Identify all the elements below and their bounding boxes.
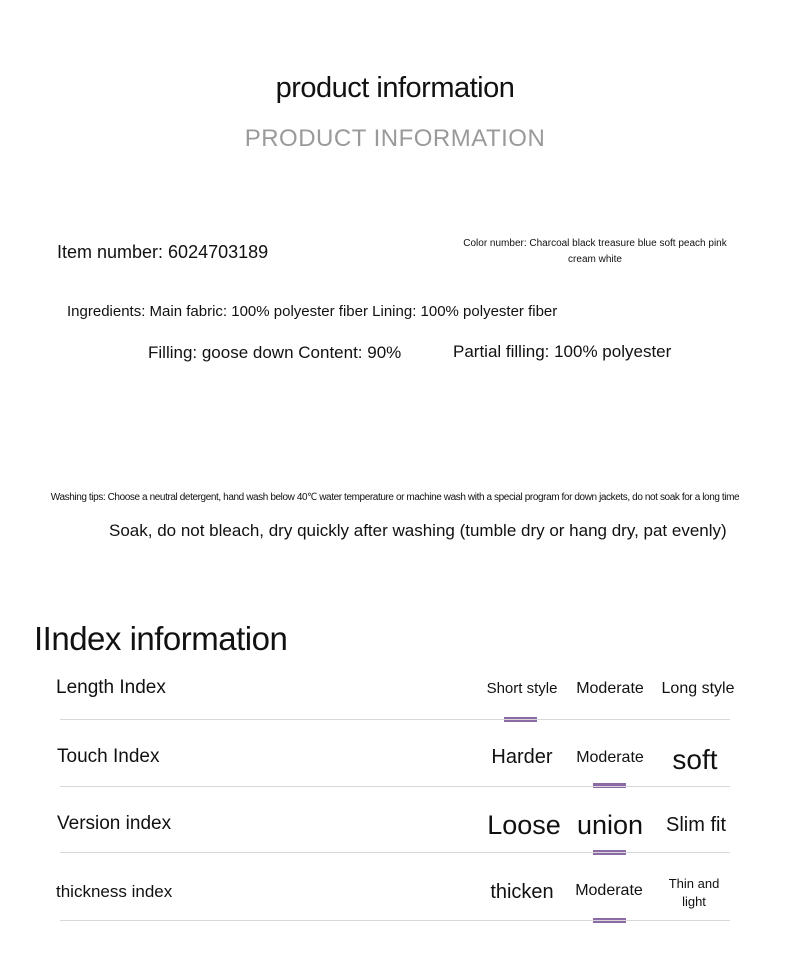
index-option: Harder — [491, 746, 553, 768]
index-option: Slim fit — [666, 814, 726, 836]
index-option: Loose — [487, 810, 561, 840]
index-option: Moderate — [575, 882, 643, 899]
index-option: union — [576, 810, 644, 840]
washing-tips: Washing tips: Choose a neutral detergent, hand wash below 40℃ water temperature or machine wash with a special program for down jackets, do not soak for a long time — [50, 492, 740, 503]
color-number: Color number: Charcoal black treasure blue soft peach pink cream white — [463, 238, 727, 265]
item-number: Item number: 6024703189 — [57, 242, 269, 262]
index-option: thicken — [490, 881, 554, 903]
index-option: Moderate — [576, 749, 644, 766]
index-row-label: Length Index — [56, 677, 166, 698]
page-subtitle: PRODUCT INFORMATION — [244, 125, 546, 152]
divider — [60, 786, 730, 787]
divider — [60, 852, 730, 853]
index-option: Long style — [661, 680, 735, 697]
index-option: Short style — [486, 680, 558, 697]
index-option: Thin and light — [668, 876, 720, 909]
index-option: Moderate — [576, 680, 644, 697]
divider — [60, 719, 730, 720]
page-title: product information — [275, 72, 515, 104]
index-row-label: thickness index — [56, 882, 173, 901]
ingredients: Ingredients: Main fabric: 100% polyester fiber Lining: 100% polyester fiber — [67, 303, 558, 320]
index-row-label: Version index — [57, 813, 172, 834]
index-title: IIndex information — [34, 620, 288, 657]
filling: Filling: goose down Content: 90% — [148, 343, 402, 362]
partial-filling: Partial filling: 100% polyester — [453, 342, 672, 361]
index-option: soft — [672, 744, 718, 775]
divider — [60, 920, 730, 921]
index-row-label: Touch Index — [57, 746, 160, 767]
washing-tips-continued: Soak, do not bleach, dry quickly after washing (tumble dry or hang dry, pat evenly) — [109, 521, 727, 540]
